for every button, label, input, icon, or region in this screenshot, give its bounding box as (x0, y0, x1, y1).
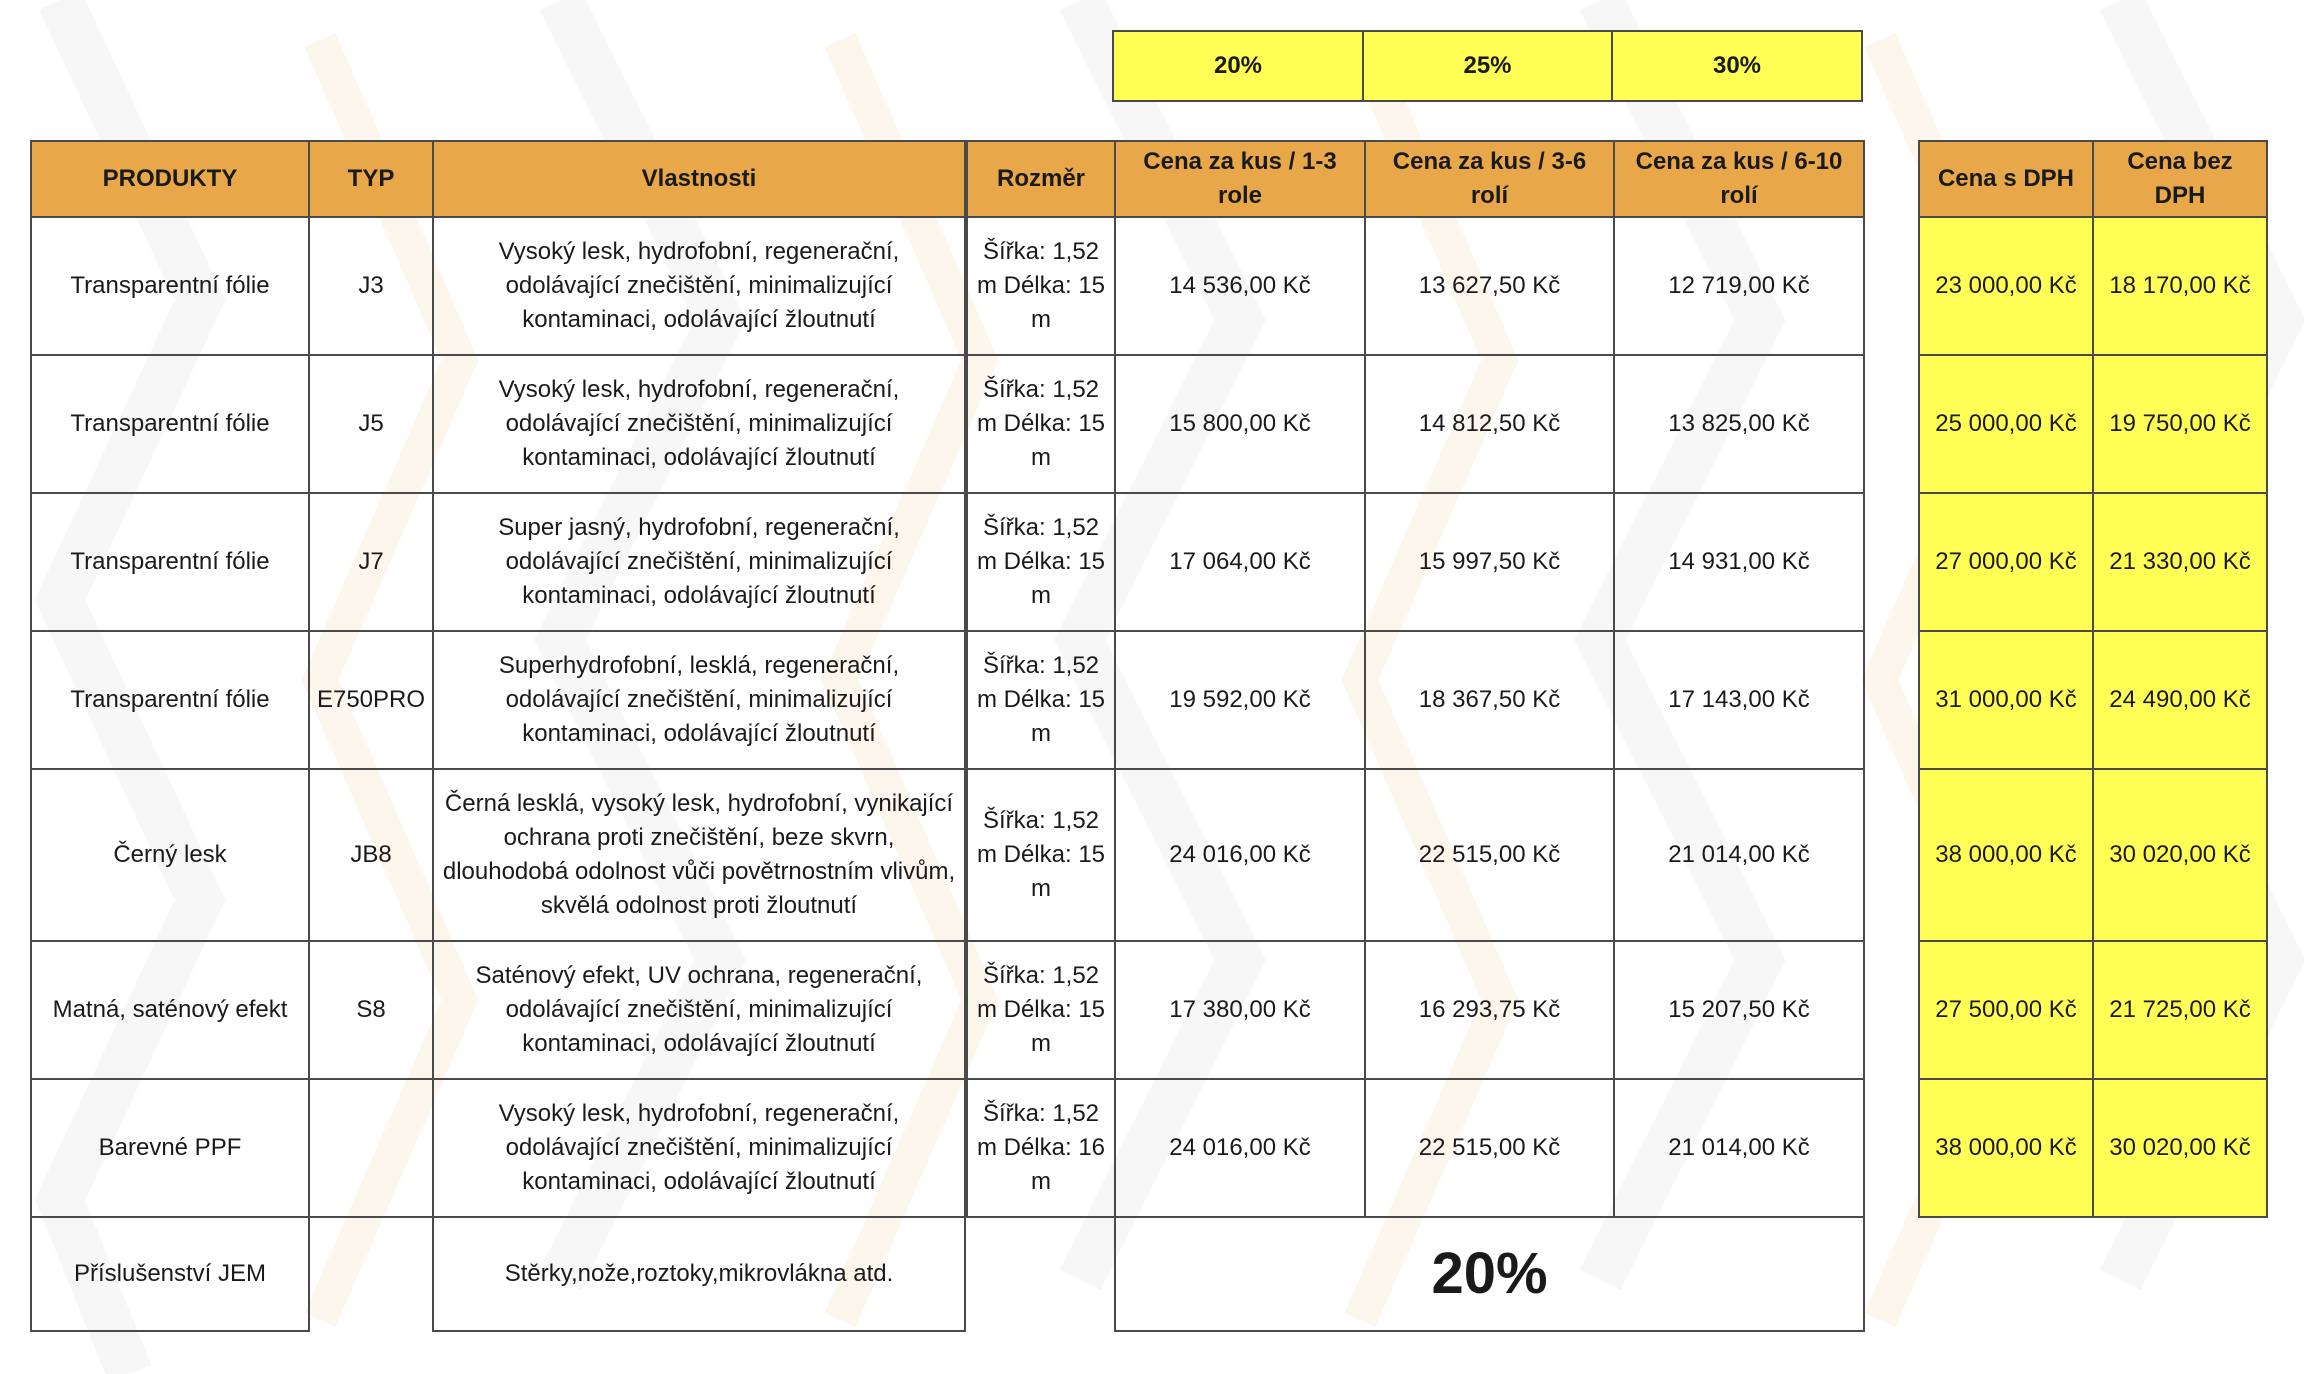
product-name: Transparentní fólie (31, 493, 309, 631)
price-6-10: 17 143,00 Kč (1614, 631, 1864, 769)
price-6-10: 12 719,00 Kč (1614, 217, 1864, 355)
product-name: Matná, saténový efekt (31, 941, 309, 1079)
price-novat: 30 020,00 Kč (2093, 769, 2267, 941)
product-type: J3 (309, 217, 433, 355)
product-size: Šířka: 1,52 m Délka: 16 m (967, 1079, 1115, 1217)
accessory-row (31, 1217, 1864, 1331)
header-price-6-10: Cena za kus / 6-10 rolí (1614, 141, 1864, 217)
header-size: Rozměr (967, 141, 1115, 217)
price-1-3: 24 016,00 Kč (1115, 1079, 1365, 1217)
product-properties: Černá lesklá, vysoký lesk, hydrofobní, vynikající ochrana proti znečištění, beze skvrn, dlouhodobá odolnost vůči povětrnostním vlivům, skvělá odolnost proti žloutnutí (433, 769, 965, 941)
product-properties: Vysoký lesk, hydrofobní, regenerační, odolávající znečištění, minimalizující kontaminaci, odolávající žloutnutí (433, 355, 965, 493)
product-type: S8 (309, 941, 433, 1079)
product-size: Šířka: 1,52 m Délka: 15 m (967, 941, 1115, 1079)
product-type: J5 (309, 355, 433, 493)
price-vat: 31 000,00 Kč (1919, 631, 2093, 769)
table-row (31, 217, 1864, 355)
product-size: Šířka: 1,52 m Délka: 15 m (967, 493, 1115, 631)
product-type: J7 (309, 493, 433, 631)
price-6-10: 13 825,00 Kč (1614, 355, 1864, 493)
price-6-10: 14 931,00 Kč (1614, 493, 1864, 631)
product-size: Šířka: 1,52 m Délka: 15 m (967, 355, 1115, 493)
price-table (30, 140, 1865, 1332)
header-price-novat: Cena bez DPH (2093, 141, 2267, 217)
price-vat: 38 000,00 Kč (1919, 769, 2093, 941)
price-6-10: 21 014,00 Kč (1614, 1079, 1864, 1217)
discount-30: 30% (1612, 31, 1862, 101)
price-1-3: 14 536,00 Kč (1115, 217, 1365, 355)
price-novat: 30 020,00 Kč (2093, 1079, 2267, 1217)
product-name: Transparentní fólie (31, 355, 309, 493)
product-name: Transparentní fólie (31, 217, 309, 355)
price-3-6: 22 515,00 Kč (1365, 769, 1614, 941)
header-product: PRODUKTY (31, 141, 309, 217)
header-row (31, 141, 1864, 217)
price-1-3: 15 800,00 Kč (1115, 355, 1365, 493)
price-1-3: 24 016,00 Kč (1115, 769, 1365, 941)
header-price-1-3: Cena za kus / 1-3 role (1115, 141, 1365, 217)
price-3-6: 22 515,00 Kč (1365, 1079, 1614, 1217)
product-properties: Vysoký lesk, hydrofobní, regenerační, odolávající znečištění, minimalizující kontaminaci, odolávající žloutnutí (433, 217, 965, 355)
header-properties: Vlastnosti (433, 141, 965, 217)
price-3-6: 16 293,75 Kč (1365, 941, 1614, 1079)
table-row (31, 1079, 1864, 1217)
table-row (31, 769, 1864, 941)
product-properties: Vysoký lesk, hydrofobní, regenerační, odolávající znečištění, minimalizující kontaminaci, odolávající žloutnutí (433, 1079, 965, 1217)
price-vat: 27 000,00 Kč (1919, 493, 2093, 631)
price-vat: 27 500,00 Kč (1919, 941, 2093, 1079)
discount-header-table (1112, 30, 1863, 102)
price-novat: 21 330,00 Kč (2093, 493, 2267, 631)
product-name: Barevné PPF (31, 1079, 309, 1217)
price-vat: 25 000,00 Kč (1919, 355, 2093, 493)
price-6-10: 21 014,00 Kč (1614, 769, 1864, 941)
price-vat: 23 000,00 Kč (1919, 217, 2093, 355)
table-row (31, 355, 1864, 493)
accessory-discount: 20% (1115, 1217, 1864, 1331)
discount-25: 25% (1363, 31, 1612, 101)
price-1-3: 17 064,00 Kč (1115, 493, 1365, 631)
product-size: Šířka: 1,52 m Délka: 15 m (967, 631, 1115, 769)
accessory-properties: Stěrky,nože,roztoky,mikrovlákna atd. (433, 1217, 965, 1331)
price-1-3: 19 592,00 Kč (1115, 631, 1365, 769)
price-novat: 21 725,00 Kč (2093, 941, 2267, 1079)
price-3-6: 14 812,50 Kč (1365, 355, 1614, 493)
vat-price-table (1918, 140, 2268, 1218)
price-6-10: 15 207,50 Kč (1614, 941, 1864, 1079)
header-price-vat: Cena s DPH (1919, 141, 2093, 217)
price-novat: 24 490,00 Kč (2093, 631, 2267, 769)
product-type (309, 1079, 433, 1217)
product-properties: Super jasný, hydrofobní, regenerační, odolávající znečištění, minimalizující kontaminaci, odolávající žloutnutí (433, 493, 965, 631)
price-vat: 38 000,00 Kč (1919, 1079, 2093, 1217)
product-properties: Superhydrofobní, lesklá, regenerační, odolávající znečištění, minimalizující kontaminaci, odolávající žloutnutí (433, 631, 965, 769)
header-type: TYP (309, 141, 433, 217)
price-3-6: 15 997,50 Kč (1365, 493, 1614, 631)
price-3-6: 13 627,50 Kč (1365, 217, 1614, 355)
table-row (31, 631, 1864, 769)
price-1-3: 17 380,00 Kč (1115, 941, 1365, 1079)
discount-20: 20% (1113, 31, 1363, 101)
product-type: E750PRO (309, 631, 433, 769)
product-size: Šířka: 1,52 m Délka: 15 m (967, 769, 1115, 941)
product-name: Transparentní fólie (31, 631, 309, 769)
vat-header-row (1919, 141, 2267, 217)
product-name: Černý lesk (31, 769, 309, 941)
product-type: JB8 (309, 769, 433, 941)
header-price-3-6: Cena za kus / 3-6 rolí (1365, 141, 1614, 217)
price-3-6: 18 367,50 Kč (1365, 631, 1614, 769)
price-novat: 18 170,00 Kč (2093, 217, 2267, 355)
price-novat: 19 750,00 Kč (2093, 355, 2267, 493)
product-size: Šířka: 1,52 m Délka: 15 m (967, 217, 1115, 355)
accessory-name: Příslušenství JEM (31, 1217, 309, 1331)
table-row (31, 493, 1864, 631)
table-row (31, 941, 1864, 1079)
product-properties: Saténový efekt, UV ochrana, regenerační, odolávající znečištění, minimalizující kontaminaci, odolávající žloutnutí (433, 941, 965, 1079)
